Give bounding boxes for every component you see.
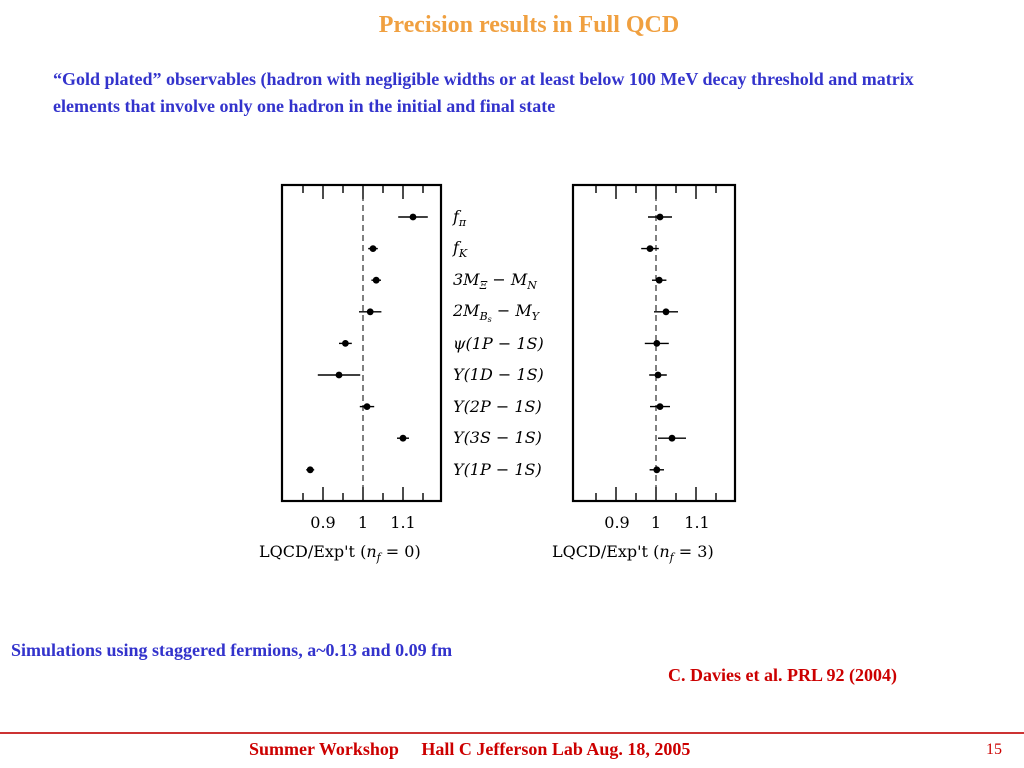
footer-divider [0, 732, 1024, 734]
axis-left [259, 513, 421, 564]
slide-title: Precision results in Full QCD [378, 12, 680, 38]
row-label-fpi: $f_\pi$ [453, 207, 467, 229]
data-point [342, 340, 349, 347]
row-label-ups-3s-1s: Υ(3S − 1S) [453, 428, 542, 447]
data-point [657, 403, 664, 410]
data-point [400, 435, 407, 442]
data-point [367, 308, 374, 315]
caption-text: Simulations using staggered fermions, a~0.13 and 0.09 fm [11, 640, 453, 660]
reference-citation: C. Davies et al. PRL 92 (2004) [668, 665, 897, 685]
x-tick-label: 1 [650, 513, 662, 532]
row-label-2mbs-mups: $2M_Bs - M_\Upsilon$ [453, 301, 539, 324]
data-point [370, 245, 377, 252]
data-point [336, 372, 343, 379]
data-point [307, 466, 314, 473]
data-point [373, 277, 380, 284]
x-tick-label: 0.9 [310, 513, 336, 532]
x-axis-title: LQCD/Exp't $(n_f = 0)$ [259, 542, 421, 564]
row-labels [452, 207, 544, 479]
data-point [653, 466, 660, 473]
data-point [364, 403, 371, 410]
slide-subtitle: “Gold plated” observables (hadron with negligible widths or at least below 100 MeV decay threshold and matrix elements that involve only one hadron in the initial and final state [53, 69, 914, 116]
row-label-3mxi-mn: $3M_\Xi - M_N$ [453, 270, 537, 292]
data-point [669, 435, 676, 442]
panel-nf0 [282, 185, 441, 501]
data-point [410, 214, 417, 221]
axis-right [552, 513, 714, 564]
x-tick-label: 1.1 [390, 513, 416, 532]
plot-frame [282, 185, 441, 501]
data-point [647, 245, 654, 252]
data-point [663, 308, 670, 315]
data-point [653, 340, 660, 347]
page-number: 15 [986, 741, 1002, 758]
footer-text: Summer Workshop Hall C Jefferson Lab Aug. 18, 2005 [249, 739, 691, 759]
data-point [655, 372, 662, 379]
panel-nf3 [573, 185, 735, 501]
x-axis-title: LQCD/Exp't $(n_f = 3)$ [552, 542, 714, 564]
row-label-ups-2p-1s: Υ(2P − 1S) [453, 397, 542, 416]
x-tick-label: 1.1 [684, 513, 710, 532]
row-label-fk: $f_K$ [453, 238, 468, 260]
row-label-ups-1d-1s: Υ(1D − 1S) [453, 365, 544, 384]
x-tick-label: 0.9 [604, 513, 630, 532]
row-label-ups-1p-1s: Υ(1P − 1S) [453, 460, 542, 479]
data-point [656, 277, 663, 284]
x-tick-label: 1 [357, 513, 369, 532]
data-point [657, 214, 664, 221]
row-label-psi-1p-1s: ψ(1P − 1S) [453, 334, 544, 353]
